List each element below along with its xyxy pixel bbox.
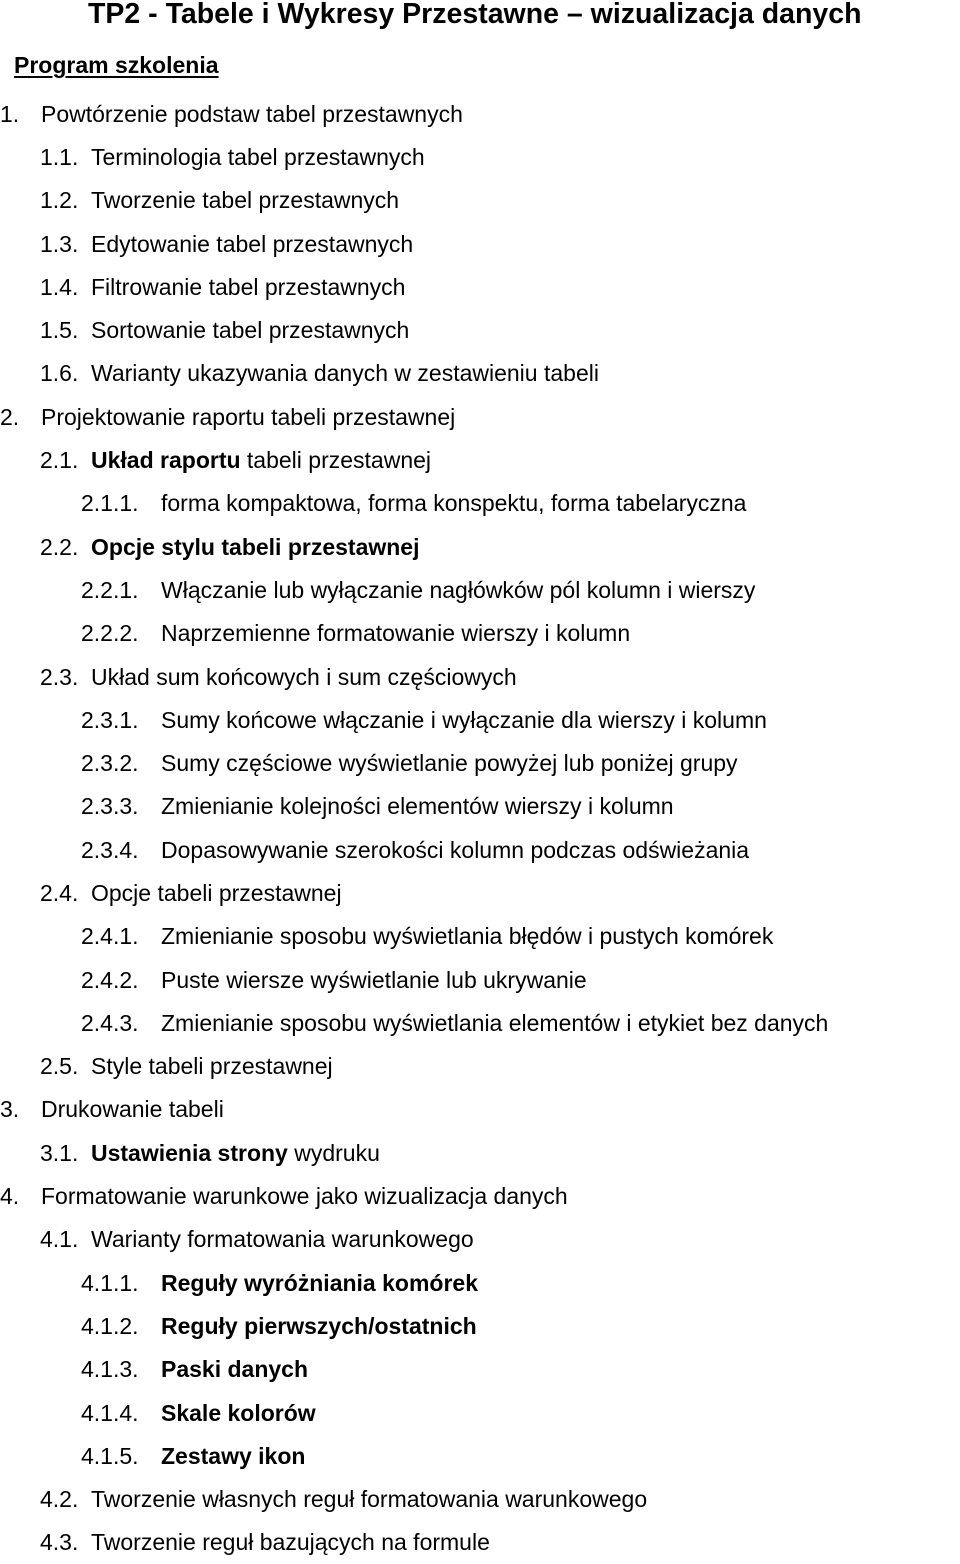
outline-item-text-part: Filtrowanie tabel przestawnych (91, 273, 406, 300)
outline-item-text (91, 532, 420, 562)
outline-item-number: 4.1.1. (81, 1269, 139, 1296)
outline-item (0, 1001, 960, 1044)
outline-item-text-bold: Ustawienia strony (91, 1139, 288, 1166)
outline-item-number: 1.5. (40, 317, 79, 344)
outline-item (0, 525, 960, 568)
outline-item-text (91, 445, 431, 475)
outline-item (0, 1261, 960, 1304)
outline-item (0, 1045, 960, 1088)
outline-item (0, 741, 960, 784)
outline-item-text (161, 488, 746, 518)
outline-item-number: 1.2. (40, 187, 79, 214)
outline-item-text (91, 1484, 647, 1514)
outline-item-text-part: Formatowanie warunkowe jako wizualizacja danych (41, 1183, 568, 1210)
outline-item-text (161, 705, 767, 735)
outline-item-number: 1.6. (40, 360, 79, 387)
outline-item-text-bold: Układ raportu (91, 447, 241, 474)
outline-item-text (161, 1268, 478, 1298)
outline-item (0, 482, 960, 525)
outline-item (0, 92, 960, 135)
outline-item-text-part: Edytowanie tabel przestawnych (91, 230, 414, 257)
outline-item-number: 2.2. (40, 533, 79, 560)
outline-item-number: 2.4.2. (81, 966, 139, 993)
outline-item-text-part: Opcje tabeli przestawnej (91, 879, 342, 906)
outline-item-text (161, 1441, 305, 1471)
outline-item (0, 655, 960, 698)
document-title: TP2 - Tabele i Wykresy Przestawne – wizualizacja danych (88, 0, 862, 30)
outline-item-text (161, 921, 773, 951)
outline-item-number: 3.1. (40, 1139, 79, 1166)
outline-item (0, 308, 960, 351)
outline-item (0, 1218, 960, 1261)
outline-item-number: 4. (0, 1183, 20, 1210)
outline-item-text-part: Naprzemienne formatowanie wierszy i kolumn (161, 620, 631, 647)
outline-item (0, 698, 960, 741)
outline-item-number: 2.5. (40, 1053, 79, 1080)
outline-item-text-part: Sortowanie tabel przestawnych (91, 317, 410, 344)
outline-item (0, 1304, 960, 1347)
outline-item-number: 2.2.1. (81, 576, 139, 603)
outline-item-text-part: Dopasowywanie szerokości kolumn podczas odświeżania (161, 836, 750, 863)
outline-item-text (161, 1311, 477, 1341)
outline-item-number: 4.1.3. (81, 1356, 139, 1383)
outline-item-number: 2. (0, 403, 20, 430)
outline-item-text-part: Zmienianie sposobu wyświetlania elementów i etykiet bez danych (161, 1009, 829, 1036)
outline-item-text (161, 835, 749, 865)
outline-item (0, 1348, 960, 1391)
outline-item-number: 2.3.3. (81, 793, 139, 820)
outline-item (0, 265, 960, 308)
outline-item-text (91, 185, 399, 215)
outline-item-text-part: Układ sum końcowych i sum częściowych (91, 663, 517, 690)
outline-item-number: 3. (0, 1096, 20, 1123)
outline-item-text-part: Sumy częściowe wyświetlanie powyżej lub poniżej grupy (161, 750, 738, 777)
outline-item-text (161, 1008, 828, 1038)
outline-item-text (161, 748, 738, 778)
outline-item-number: 4.2. (40, 1486, 79, 1513)
outline-item (0, 958, 960, 1001)
outline-item-text-part: Projektowanie raportu tabeli przestawnej (41, 403, 456, 430)
outline-item-text (161, 1398, 316, 1428)
outline-item-text (91, 315, 409, 345)
outline-item (0, 395, 960, 438)
outline-item (0, 222, 960, 265)
outline-item (0, 1434, 960, 1477)
outline-item-text (161, 575, 755, 605)
outline-item-text (161, 965, 587, 995)
outline-item-text (91, 1051, 333, 1081)
outline-item-text-part: Terminologia tabel przestawnych (91, 143, 425, 170)
outline-item-number: 1. (0, 100, 20, 127)
outline-item (0, 1391, 960, 1434)
outline-item-text-part: Powtórzenie podstaw tabel przestawnych (41, 100, 463, 127)
outline-item-text (41, 402, 455, 432)
outline-item-text (91, 272, 405, 302)
outline-item (0, 352, 960, 395)
outline-item-number: 4.1.2. (81, 1312, 139, 1339)
outline-item (0, 1521, 960, 1564)
outline-item-text (161, 618, 630, 648)
outline-item-text (41, 1181, 568, 1211)
outline-item (0, 785, 960, 828)
outline-item-number: 2.3.4. (81, 836, 139, 863)
outline-item-number: 4.1.4. (81, 1399, 139, 1426)
outline-item-number: 1.1. (40, 143, 79, 170)
outline-item-text (91, 662, 517, 692)
outline-item-number: 4.1.5. (81, 1442, 139, 1469)
outline-item (0, 135, 960, 178)
outline-item-text-part: Warianty formatowania warunkowego (91, 1226, 474, 1253)
outline-item-text (91, 878, 342, 908)
outline-item (0, 828, 960, 871)
outline-item-text-part: Zmienianie sposobu wyświetlania błędów i pustych komórek (161, 923, 774, 950)
outline-item-text-part: Tworzenie tabel przestawnych (91, 187, 400, 214)
outline-item-number: 2.1. (40, 447, 79, 474)
outline-item-number: 1.4. (40, 273, 79, 300)
outline-item (0, 568, 960, 611)
outline-item-text-part: Włączanie lub wyłączanie nagłówków pól kolumn i wierszy (161, 576, 756, 603)
outline-item-text-bold: Opcje stylu tabeli przestawnej (91, 533, 420, 560)
outline-item-text-part: Puste wiersze wyświetlanie lub ukrywanie (161, 966, 587, 993)
outline-item-text-part: Sumy końcowe włączanie i wyłączanie dla wierszy i kolumn (161, 706, 767, 733)
outline-item-text-part: Zmienianie kolejności elementów wierszy i kolumn (161, 793, 674, 820)
outline-item (0, 915, 960, 958)
outline-item (0, 179, 960, 222)
outline-item-text-bold: Reguły pierwszych/ostatnich (161, 1312, 477, 1339)
outline-item-text (91, 358, 599, 388)
outline-item-number: 2.2.2. (81, 620, 139, 647)
outline-item (0, 1478, 960, 1521)
program-heading: Program szkolenia (14, 52, 219, 78)
outline-item-text-part: wydruku (287, 1139, 380, 1166)
outline-item-number: 4.3. (40, 1529, 79, 1556)
outline-item-text (91, 1527, 490, 1557)
outline-item (0, 1131, 960, 1174)
outline-item-number: 2.1.1. (81, 490, 139, 517)
outline-item-text-bold: Skale kolorów (161, 1399, 316, 1426)
outline-item-number: 1.3. (40, 230, 79, 257)
outline-item-text-part: Tworzenie własnych reguł formatowania warunkowego (91, 1486, 648, 1513)
outline-item-text (41, 99, 463, 129)
outline-item-text-part: Drukowanie tabeli (41, 1096, 224, 1123)
outline-item (0, 1088, 960, 1131)
outline-item-number: 2.4. (40, 879, 79, 906)
outline-item-text-part: tabeli przestawnej (240, 447, 432, 474)
training-program-outline (0, 92, 960, 1564)
outline-item-text-bold: Paski danych (161, 1356, 309, 1383)
outline-item-number: 2.3.2. (81, 750, 139, 777)
outline-item-text (91, 1138, 380, 1168)
outline-item-text (91, 229, 413, 259)
outline-item-text (91, 142, 425, 172)
outline-item-text-bold: Zestawy ikon (161, 1442, 306, 1469)
outline-item-text (41, 1094, 224, 1124)
outline-item-number: 2.3. (40, 663, 79, 690)
outline-item-text-part: Warianty ukazywania danych w zestawieniu tabeli (91, 360, 599, 387)
outline-item-text-part: Tworzenie reguł bazujących na formule (91, 1529, 490, 1556)
outline-item-text-part: forma kompaktowa, forma konspektu, forma tabelaryczna (161, 490, 747, 517)
outline-item-number: 2.4.3. (81, 1009, 139, 1036)
outline-item-number: 2.3.1. (81, 706, 139, 733)
outline-item-number: 4.1. (40, 1226, 79, 1253)
outline-item-text (161, 791, 674, 821)
outline-item-text-bold: Reguły wyróżniania komórek (161, 1269, 478, 1296)
outline-item-text (161, 1354, 308, 1384)
outline-item-text-part: Style tabeli przestawnej (91, 1053, 333, 1080)
outline-item (0, 1174, 960, 1217)
outline-item (0, 438, 960, 481)
outline-item-text (91, 1224, 474, 1254)
outline-item-number: 2.4.1. (81, 923, 139, 950)
outline-item (0, 612, 960, 655)
outline-item (0, 871, 960, 914)
